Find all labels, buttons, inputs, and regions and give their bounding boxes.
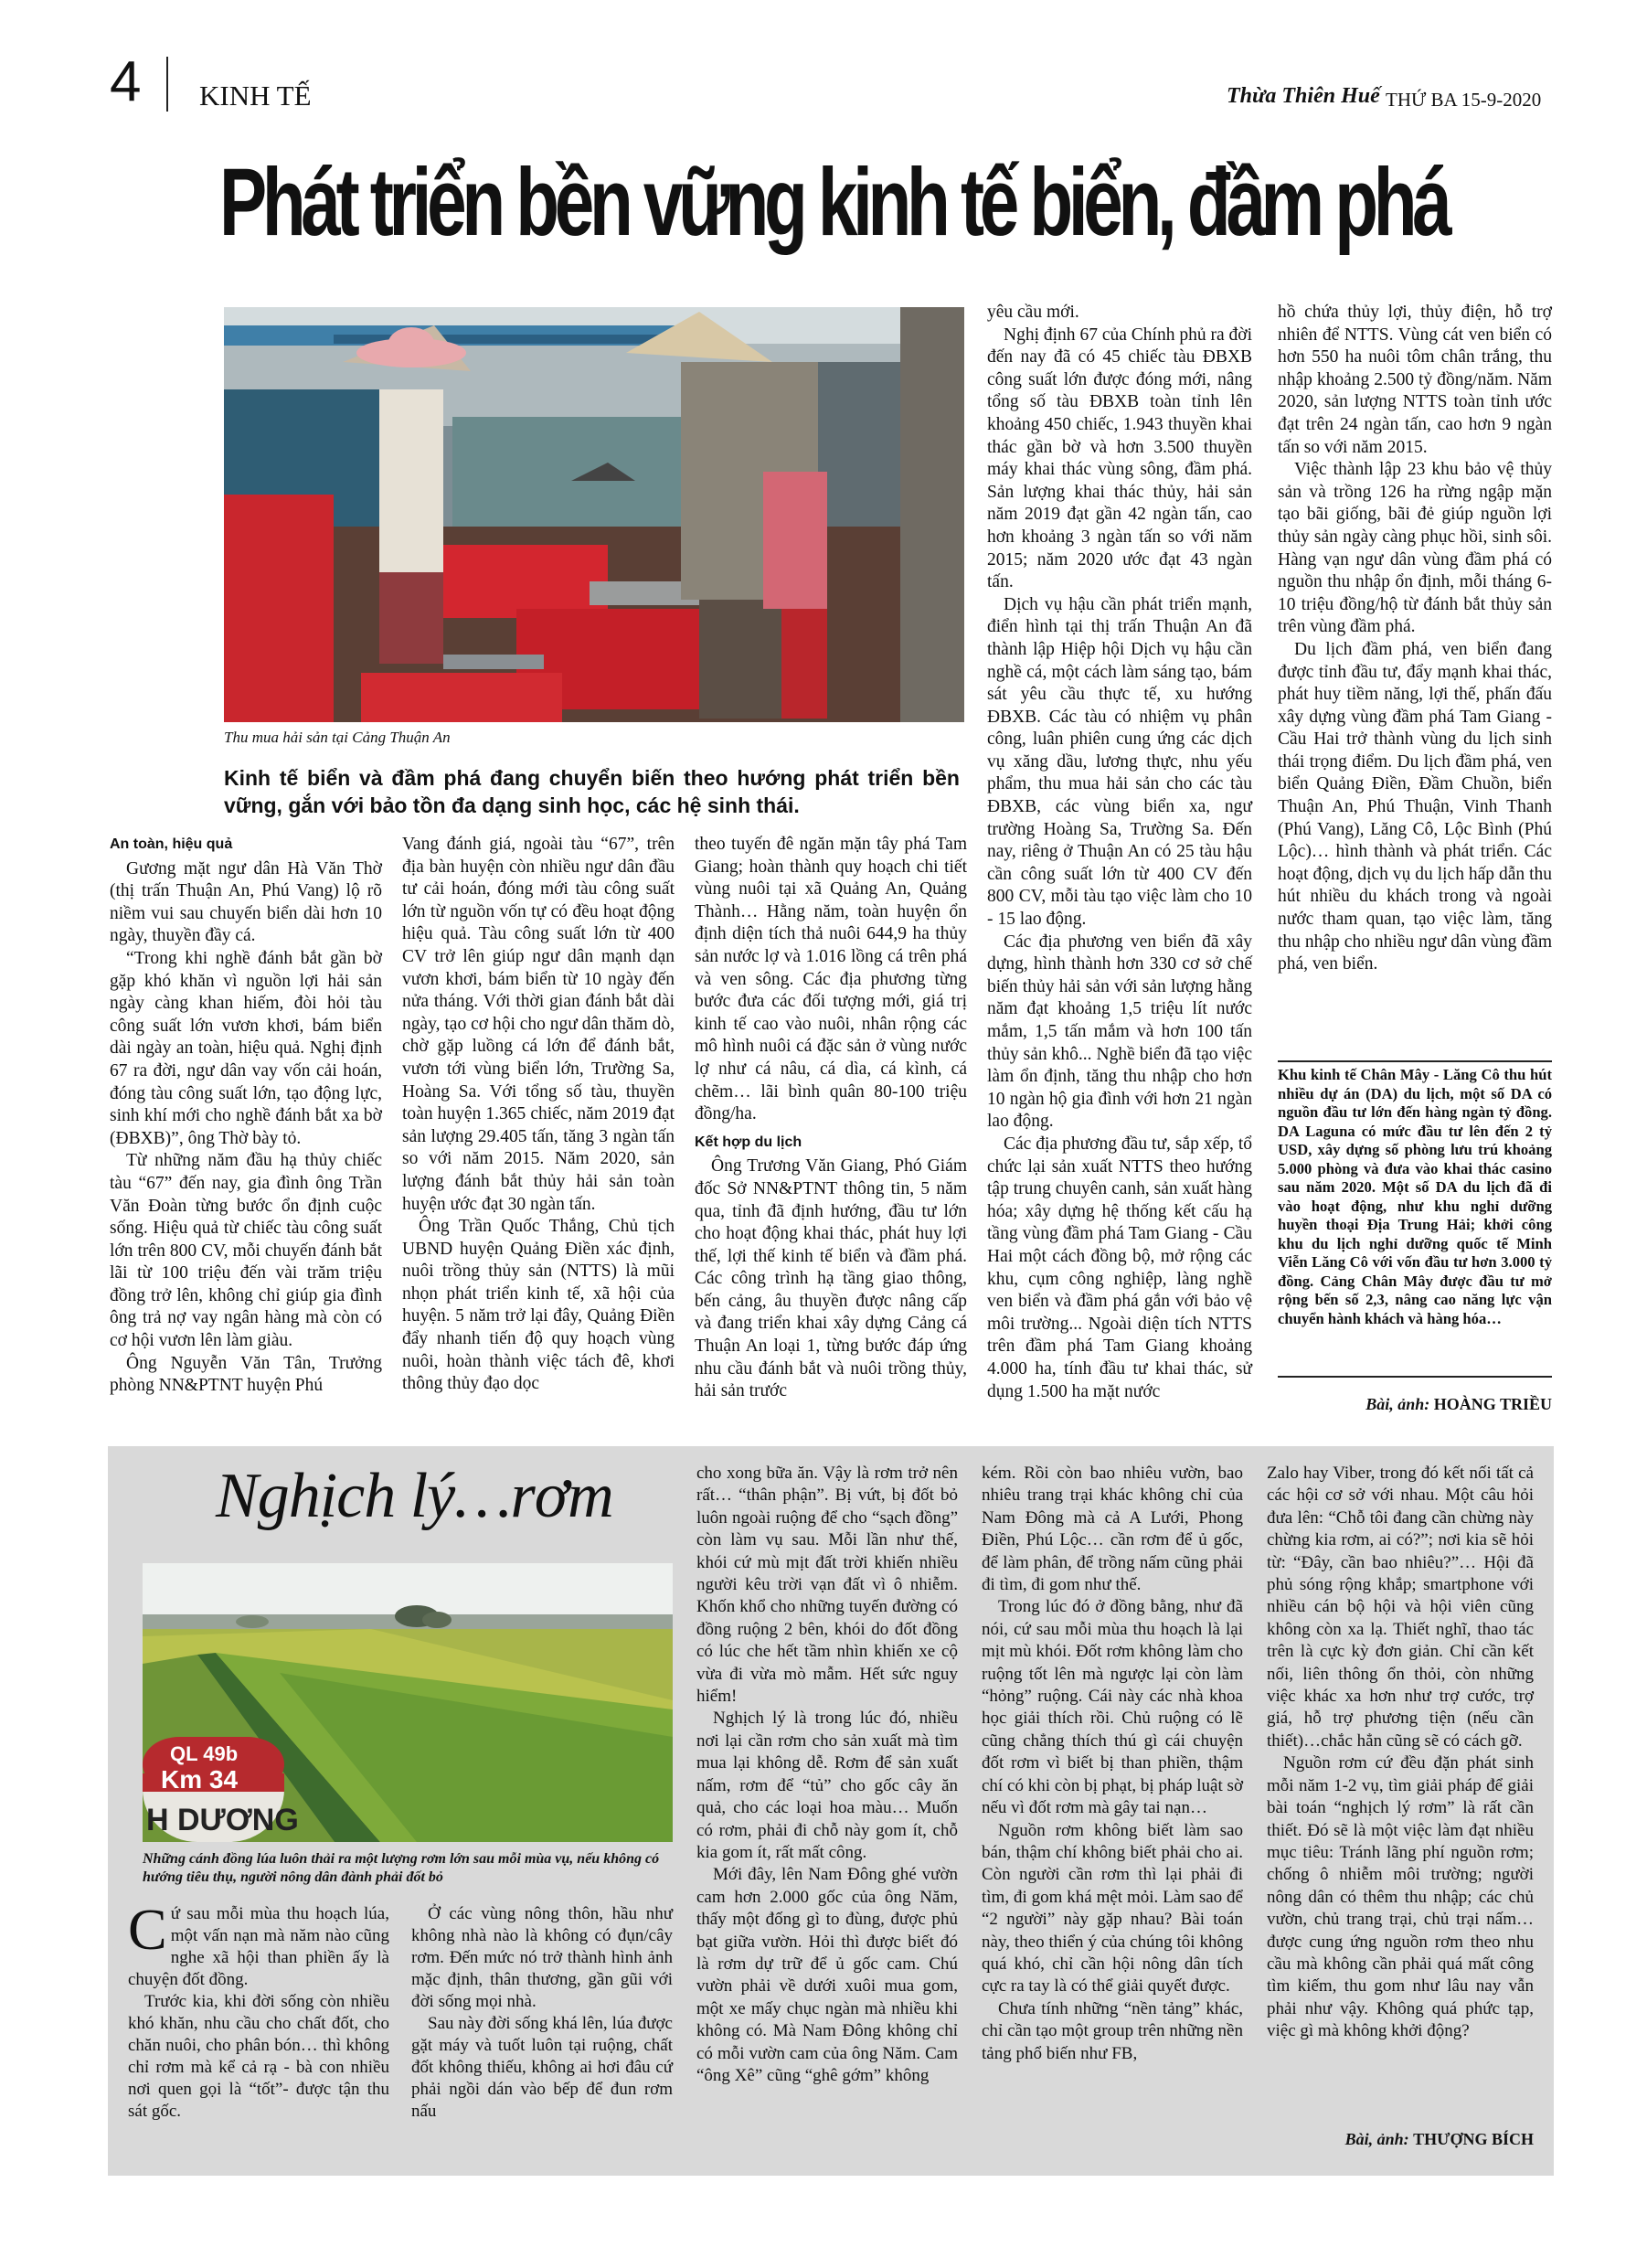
paragraph: cho xong bữa ăn. Vậy là rơm trở nên rất… “thân phận”. Bị vứt, bị đốt bỏ luôn ngoài ruộng để cho “sạch đồng” còn làm vụ sau. Mỗi lần như thế, khói cứ mù mịt đất trời khiến nhiều người kêu trời vạn đất vì ô nhiễm. Khốn khổ cho những tuyến đường có đồng ruộng 2 bên, khói do đốt đồng có lúc che hết tầm nhìn khiến xe cộ vừa đi vừa mò mẫm. Hết sức nguy hiểm! — [696, 1464, 958, 1707]
lead-paragraph: Kinh tế biển và đầm phá đang chuyển biến theo hướng phát triển bền vững, gắn với bảo tồn đa dạng sinh học, các hệ sinh thái. — [224, 766, 960, 817]
paragraph: Ở các vùng nông thôn, hầu như không nhà nào là không có đụn/cây rơm. Đến mức nó trở thành hình ảnh mặc định, thân thương, gần gũi với đời sống mọi nhà. — [411, 1904, 673, 2011]
headline: Phát triển bền vững kinh tế biển, đầm phá — [219, 148, 1448, 256]
paragraph: “Trong khi nghề đánh bắt gần bờ gặp khó khăn vì nguồn lợi hải sản ngày càng khan hiếm, đòi hỏi tàu công suất lớn vươn khơi, bám biển dài ngày an toàn, hiệu quả. Nghị định 67 ra đời, ngư dân vay vốn cải hoán, đóng tàu công suất lớn, tạo động lực, sinh khí mới cho nghề đánh bắt xa bờ (ĐBXB)”, ông Thờ bày tỏ. — [110, 948, 382, 1148]
photo-caption-2: Những cánh đồng lúa luôn thải ra một lượng rơm lớn sau mỗi mùa vụ, nếu không có hướng tiêu thụ, người nông dân đành phải đốt bỏ — [143, 1851, 660, 1885]
page-number: 4 — [110, 50, 142, 113]
byline-1 — [1278, 1395, 1552, 1414]
paragraph: Mới đây, lên Nam Đông ghé vườn cam hơn 2.000 gốc của ông Năm, thấy một đống gì to đùng, được phủ bạt giữa vườn. Hỏi thì được biết đó là rơm dự trữ để ủ gốc cam. Chú vườn phải về dưới xuôi mua gom, một xe mấy chục ngàn mà nhiều khi không có. Mà Nam Đông không chỉ có mỗi vườn cam của ông Năm. Cam “ông Xê” cũng “ghê gớm” không — [696, 1865, 958, 2085]
harbor-photo — [224, 307, 964, 722]
paragraph: Nghịch lý là trong lúc đó, nhiều nơi lại cần rơm cho sản xuất mà tìm mua lại không dễ. Rơm để sản xuất nấm, rơm để “tủ” cho gốc cây ăn quả, cho các loại hoa màu… Muốn có rơm, phải đi chỗ này gom ít, chỗ kia gom ít, rất mất công. — [696, 1709, 958, 1862]
paragraph: Nghị định 67 của Chính phủ ra đời đến nay đã có 45 chiếc tàu ĐBXB công suất lớn được đóng mới, nâng tổng số tàu ĐBXB toàn tỉnh lên khoảng 450 chiếc, 1.943 thuyền khai thác gần bờ và hơn 3.500 thuyền máy khai thác vùng sông, đầm phá. Sản lượng khai thác thủy, hải sản năm 2019 đạt gần 42 ngàn tấn, cao hơn khoảng 3 ngàn tấn so với năm 2015; năm 2020 ước đạt 43 ngàn tấn. — [987, 325, 1252, 592]
article1-column-1 — [110, 834, 382, 1398]
paragraph: Trước kia, khi đời sống còn nhiều khó khăn, nhu cầu cho chất đốt, cho chăn nuôi, cho phân bón… thì không chỉ rơm mà kể cả rạ - bà con nhiều nơi quen gọi là “tốt”- được tận thu sát gốc. — [128, 1992, 389, 2121]
article1-column-5 — [1278, 302, 1552, 976]
milestone-line-1: QL 49b — [170, 1742, 239, 1765]
paper-name: Thừa Thiên Huế — [1227, 84, 1380, 108]
headline-2: Nghịch lý…rơm — [216, 1461, 613, 1531]
rice-field-illustration — [143, 1563, 673, 1842]
paragraph: Du lịch đầm phá, ven biển đang được tỉnh đầu tư, đẩy mạnh khai thác, phát huy tiềm năng, lợi thế, phấn đấu xây dựng vùng đầm phá Tam Giang - Cầu Hai trở thành vùng du lịch sinh thái trọng điểm. Du lịch đầm phá, ven biển Quảng Điền, Đầm Chuồn, biển Thuận An, Phú Thuận, Vinh Thanh (Phú Vang), Lăng Cô, Lộc Bình (Phú Lộc)… hình thành và phát triển. Các hoạt động, dịch vụ du lịch hấp dẫn thu hút nhiều du khách trong và ngoài nước tham quan, tạo việc làm, tăng thu nhập cho nhiều ngư dân vùng đầm phá, ven biển. — [1278, 639, 1552, 974]
paragraph: Các địa phương ven biển đã xây dựng, hình thành hơn 330 cơ sở chế biến thủy hải sản với sản lượng hằng năm đạt khoảng 1,5 triệu lít nước mắm, 1,5 tấn mắm và hơn 100 tấn thủy sản khô... Nghề biển đã tạo việc làm ổn định, tăng thu nhập cho hơn 10 ngàn hộ gia đình với hơn 21 ngàn lao động. — [987, 932, 1252, 1132]
paragraph: Nguồn rơm không biết làm sao bán, thậm chí không biết phải cho ai. Còn người cần rơm thì lại phải đi tìm, đi gom khá mệt mỏi. Làm sao để “2 người” này gặp nhau? Bài toán này, theo thiển ý của chúng tôi không quá khó, chỉ cần hội nông dân tích cực ra tay là có thể giải quyết được. — [982, 1820, 1243, 1996]
paragraph: Từ những năm đầu hạ thủy chiếc tàu “67” đến nay, gia đình ông Trần Văn Đoàn từng bước ổn định cuộc sống. Hiệu quả từ chiếc tàu công suất lớn trên 800 CV, mỗi chuyến đánh bắt lãi từ 100 triệu đến vài trăm triệu đồng trở lên, không chỉ giúp gia đình ông trả nợ vay ngân hàng mà còn có cơ hội vươn lên làm giàu. — [110, 1151, 382, 1351]
photo-caption: Thu mua hải sản tại Cảng Thuận An — [224, 729, 451, 746]
paragraph: Ông Trương Văn Giang, Phó Giám đốc Sở NN&PTNT thông tin, 5 năm qua, tỉnh đã định hướng, đầu tư lớn cho hoạt động khai thác, phát huy lợi thế, lợi thế kinh tế biển và đầm phá. Các công trình hạ tầng giao thông, bến cảng, âu thuyền được nâng cấp và đang triển khai xây dựng Cảng cá Thuận An loại 1, từng bước đáp ứng nhu cầu đánh bắt và nuôi trồng thủy, hải sản trước — [695, 1156, 967, 1401]
article2-column-3 — [696, 1463, 958, 2087]
issue-date: THỨ BA 15-9-2020 — [1386, 89, 1542, 111]
highlight-box: Khu kinh tế Chân Mây - Lăng Cô thu hút nhiều dự án (DA) du lịch, một số DA có nguồn đầu tư lớn đến hàng ngàn tỷ đồng. DA Laguna có mức đầu tư lên đến 2 tỷ USD, xây dựng số phòng lưu trú khoảng 5.000 phòng và đưa vào khai thác casino sau năm 2020. Một số DA du lịch đã đi vào hoạt động, như khu nghỉ dưỡng huyền thoại Địa Trung Hải; khởi công khu du lịch nghỉ dưỡng quốc tế Minh Viễn Lăng Cô với vốn đầu tư hơn 3.000 tỷ đồng. Cảng Chân Mây được đầu tư mở rộng bến số 2,3, nâng cao năng lực vận chuyển hành khách và hàng hóa… — [1278, 1066, 1552, 1327]
article1-column-3 — [695, 834, 967, 1403]
subheading-an-toan: An toàn, hiệu quả — [110, 836, 233, 852]
rice-field-photo — [143, 1563, 673, 1842]
drop-cap: C — [128, 1897, 167, 1962]
byline-author: HOÀNG TRIỀU — [1433, 1395, 1552, 1413]
paragraph: Việc thành lập 23 khu bảo vệ thủy sản và trồng 126 ha rừng ngập mặn tạo bãi giống, bãi đẻ giúp nguồn lợi thủy sản ngày càng phục hồi, sinh sôi. Hàng vạn ngư dân vùng đầm phá có nguồn thu nhập ổn định, mỗi tháng 6-10 triệu đồng/hộ từ đánh bắt thủy sản trên vùng đầm phá. — [1278, 460, 1552, 637]
byline-prefix: Bài, ảnh: — [1365, 1395, 1430, 1413]
paragraph: Nguồn rơm cứ đều đặn phát sinh mỗi năm 1-2 vụ, tìm giải pháp để giải bài toán “nghịch lý rơm” là rất cần thiết. Đó sẽ là một việc làm đạt nhiều mục tiêu: Tránh lãng phí nguồn rơm; chống ô nhiễm môi trường; người nông dân có thêm thu nhập; các chủ vườn, chủ trang trại, chủ trại nấm…được cung ứng nguồn rơm theo nhu cầu mà không cần phải quá mất công tìm kiếm, thu gom như lâu nay vẫn phải như vậy. Không quá phức tạp, việc gì mà không khởi động? — [1267, 1753, 1534, 2041]
byline-prefix: Bài, ảnh: — [1344, 2130, 1409, 2148]
paragraph: Chưa tính những “nền tảng” khác, chỉ cần tạo một group trên những nền tảng phổ biến như FB, — [982, 1998, 1243, 2063]
paragraph: Ông Trần Quốc Thắng, Chủ tịch UBND huyện Quảng Điền xác định, nuôi trồng thủy sản (NTTS) là mũi nhọn phát triển kinh tế, xã hội của huyện. 5 năm trở lại đây, Quảng Điền đẩy nhanh tiến độ quy hoạch vùng nuôi, hoàn thành việc tách đê, khơi thông thủy đạo dọc — [402, 1217, 675, 1394]
milestone-line-2: Km 34 — [161, 1765, 239, 1794]
paragraph: kém. Rồi còn bao nhiêu vườn, bao nhiêu trang trại khác không chỉ của Nam Đông mà cả A Lưới, Phong Điền, Phú Lộc… cần rơm để ủ gốc, để làm phân, để trồng nấm cũng phải đi tìm, đi gom như thế. — [982, 1464, 1243, 1595]
paragraph: Các địa phương đầu tư, sắp xếp, tổ chức lại sản xuất NTTS theo hướng tập trung chuyên canh, sản xuất hàng hóa; xây dựng hệ thống kết cấu hạ tầng vùng đầm phá Tam Giang - Cầu Hai một cách đồng bộ, mở rộng các khu, cụm công nghiệp, làng nghề ven biển và đầm phá gắn với bảo vệ môi trường... Ngoài diện tích NTTS trên đầm phá Tam Giang khoảng 4.000 ha, tính đầu tư khai thác, sử dụng 1.500 ha mặt nước — [987, 1134, 1252, 1401]
article2-column-1 — [128, 1897, 389, 2123]
byline-author: THƯỢNG BÍCH — [1413, 2130, 1534, 2148]
paragraph: Trong lúc đó ở đồng bằng, như đã nói, cứ sau mỗi mùa thu hoạch là lại mịt mù khói. Đốt rơm không làm cho ruộng tốt lên mà ngược lại còn làm “hỏng” ruộng. Cái này các nhà khoa học giải thích rồi. Chủ ruộng có lẽ cũng chẳng thích thú gì cái chuyện đốt rơm vì biết bị than phiền, thậm chí có khi còn bị phạt, bị pháp luật sờ nếu vì đốt rơm mà gây tai nạn… — [982, 1597, 1243, 1818]
header-rule — [166, 57, 168, 112]
highlight-box-top-rule — [1278, 1060, 1552, 1062]
article1-column-2 — [402, 834, 675, 1396]
milestone-line-3: H DƯƠNG — [146, 1803, 299, 1837]
paragraph: theo tuyến đê ngăn mặn tây phá Tam Giang; hoàn thành quy hoạch chi tiết vùng nuôi tại xã Quảng An, Quảng Thành… Hằng năm, toàn huyện ổn định diện tích thả nuôi 644,9 ha thủy sản nước lợ và 1.016 lồng cá trên phá và ven sông. Các địa phương từng bước đưa các đối tượng mới, giá trị kinh tế cao vào nuôi, nhân rộng các mô hình nuôi cá đặc sản ở vùng nước lợ như cá nâu, cá dìa, cá kình, cá chẽm… lãi bình quân 80-100 triệu đồng/ha. — [695, 835, 967, 1124]
section-label: KINH TẾ — [199, 80, 312, 112]
highlight-box-bottom-rule — [1278, 1376, 1552, 1378]
article2-column-5 — [1267, 1463, 1534, 2043]
paragraph: Zalo hay Viber, trong đó kết nối tất cả các hội cơ sở với nhau. Một câu hỏi đưa lên: “Chỗ tôi đang cần chừng này chừng kia rơm, ai có?”; nơi kia sẽ hỏi từ: “Đây, cần bao nhiêu?”… Hội đã phủ sóng rộng khắp; smartphone với nhiều cán bộ hội và hội viên cũng không còn xa lạ. Thiết nghĩ, thao tác trên là cực kỳ đơn giản. Chỉ cần kết nối, liên thông ổn thỏi, còn những việc khác xa hơn như trợ cước, trợ giá, hỗ trợ phương tiện (nếu cần thiết)…chắc hẳn cũng sẽ có cách gỡ. — [1267, 1464, 1534, 1751]
paragraph: Ông Nguyễn Văn Tân, Trưởng phòng NN&PTNT huyện Phú — [110, 1353, 382, 1396]
paragraph: Sau này đời sống khá lên, lúa được gặt máy và tuốt luôn tại ruộng, chất đốt không thiếu, không ai hơi đâu cứ phải ngồi dán vào bếp để đun rơm nấu — [411, 2014, 673, 2121]
subheading-ket-hop-du-lich: Kết hợp du lịch — [695, 1134, 802, 1150]
paragraph: Dịch vụ hậu cần phát triển mạnh, điển hình tại thị trấn Thuận An đã thành lập Hiệp hội Dịch vụ hậu cần nghề cá, một cách làm sáng tạo, bám sát yêu cầu thực tế, xu hướng ĐBXB. Các tàu có nhiệm vụ phân công, luân phiên cung ứng các dịch vụ xăng dầu, lương thực, nhu yếu phẩm, thu mua hải sản cho các tàu ĐBXB, các vùng biển xa, ngư trường Hoàng Sa, Trường Sa. Đến nay, riêng ở Thuận An có 25 tàu hậu cần công suất lớn từ 400 CV đến 800 CV, mỗi tàu tạo việc làm cho 10 - 15 lao động. — [987, 594, 1252, 930]
harbor-photo-illustration — [224, 307, 964, 722]
byline-2 — [1267, 2130, 1534, 2149]
paragraph: Vang đánh giá, ngoài tàu “67”, trên địa bàn huyện còn nhiều ngư dân đầu tư cải hoán, đóng mới tàu công suất lớn từ nguồn vốn tự có đều hoạt động hiệu quả. Tàu công suất lớn từ 400 CV trở lên giúp ngư dân mạnh dạn vươn khơi, bám biển từ 10 ngày đến nửa tháng. Với thời gian đánh bắt dài ngày, tạo cơ hội cho ngư dân thăm dò, chờ gặp luồng cá lớn để đánh bắt, vươn tới vùng biển lớn, Trường Sa, Hoàng Sa. Với tổng số tàu, thuyền toàn huyện 1.365 chiếc, năm 2019 đạt sản lượng 29.405 tấn, tăng 3 ngàn tấn so với năm 2015. Năm 2020, sản lượng đánh bắt thủy hải sản toàn huyện ước đạt 30 ngàn tấn. — [402, 835, 675, 1214]
paragraph: hồ chứa thủy lợi, thủy điện, hỗ trợ nhiên để NTTS. Vùng cát ven biển có hơn 550 ha nuôi tôm chân trắng, thu nhập khoảng 2.500 tỷ đồng/năm. Năm 2020, sản lượng NTTS toàn tỉnh ước đạt trên 24 ngàn tấn, cao hơn 9 ngàn tấn so với năm 2015. — [1278, 303, 1552, 457]
article2-column-4 — [982, 1463, 1243, 2065]
article2-column-2 — [411, 1903, 673, 2123]
paragraph: yêu cầu mới. — [987, 303, 1079, 322]
article1-column-4 — [987, 302, 1252, 1403]
paragraph: ứ sau mỗi mùa thu hoạch lúa, một vấn nạn mà năm nào cũng nghe xã hội than phiền ấy là chuyện đốt đồng. — [128, 1904, 389, 1989]
paragraph: Gương mặt ngư dân Hà Văn Thờ (thị trấn Thuận An, Phú Vang) lộ rõ niềm vui sau chuyến biển dài hơn 10 ngày, thuyền đầy cá. — [110, 858, 382, 946]
